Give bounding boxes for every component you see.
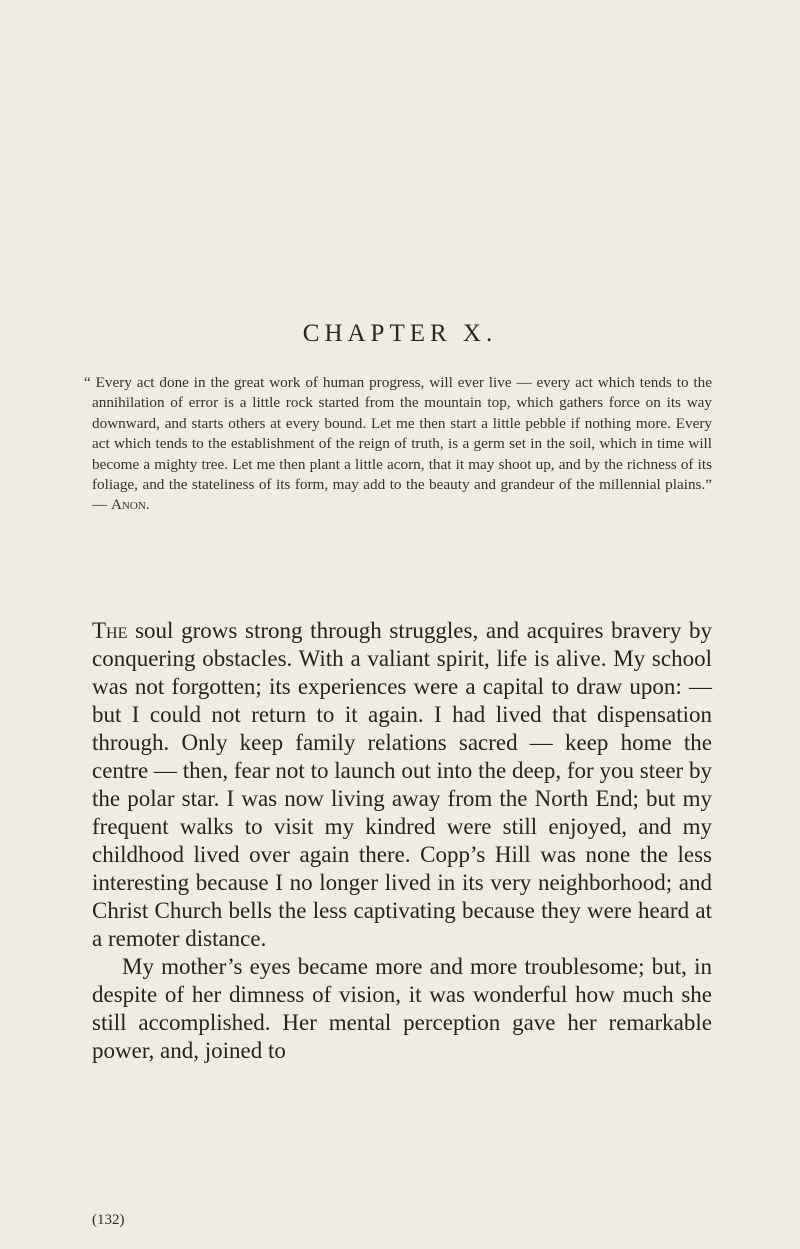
lead-word: The [92,618,128,643]
paragraph-1 [92,617,712,953]
paragraph-2: My mother’s eyes became more and more troublesome; but, in despite of her dimness of vision, it was wonderful how much she still accomplished. Her mental perception gave her remarkable power, and, joined to [92,954,712,1063]
chapter-heading: CHAPTER X. [302,320,498,347]
body-text [92,617,712,1065]
epigraph-quote [84,373,712,516]
paragraph-1-text: soul grows strong through struggles, and acquires bravery by conquering obstacles. With a valiant spirit, life is alive. My school was not forgotten; its experiences were a capital to draw upon: — but I could not return to it again. I had lived that dispensation through. Only keep family relations sacred — keep home the centre — then, fear not to launch out into the deep, for you steer by the polar star. I was now living away from the North End; but my frequent walks to visit my kindred were still enjoyed, and my childhood lived over again there. Copp’s Hill was none the less interesting because I no longer lived in its very neighborhood; and Christ Church bells the less captivating because they were heard at a remoter distance. [92,618,712,951]
epigraph-text: “ Every act done in the great work of human progress, will ever live — every act which tends to the annihilation of error is a little rock started from the mountain top, which gathers force on its way downward, and starts others at every bound. Let me then start a little pebble if nothing more. Every act which tends to the establishment of the reign of truth, is a germ set in the soil, which in time will become a mighty tree. Let me then plant a little acorn, that it may shoot up, and by the richness of its foliage, and the stateliness of its form, may add to the beauty and grandeur of the millennial plains.” — [84,374,712,514]
page-number: (132) [92,1212,125,1228]
epigraph-attribution: Anon. [110,496,150,514]
epigraph [84,373,712,516]
